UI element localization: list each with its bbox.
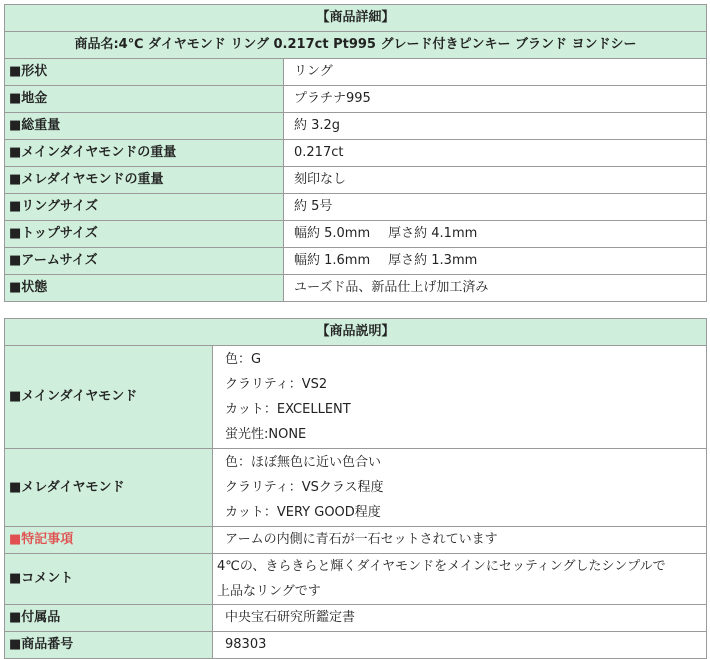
row-value-metal: プラチナ995: [284, 86, 707, 113]
main-diamond-cut: カット：EXCELLENT: [225, 402, 351, 417]
row-label-mele-diamond-weight: ■メレダイヤモンドの重量: [5, 167, 284, 194]
table-row: [5, 449, 707, 527]
top-thickness: 厚さ約 4.1mm: [388, 226, 478, 241]
details-heading: 【商品詳細】: [5, 5, 707, 32]
row-label-total-weight: ■総重量: [5, 113, 284, 140]
table-row: [5, 140, 707, 167]
row-value-shape: リング: [284, 59, 707, 86]
row-value-arm-size: [284, 248, 707, 275]
table-row: [5, 59, 707, 86]
main-diamond-clarity: クラリティ：VS2: [225, 377, 328, 392]
row-label-arm-size: ■アームサイズ: [5, 248, 284, 275]
mele-diamond-color: 色：ほぼ無色に近い色合い: [225, 455, 382, 470]
main-diamond-color: 色：G: [225, 352, 262, 367]
row-label-metal: ■地金: [5, 86, 284, 113]
table-row: [5, 527, 707, 554]
special-notes-label: ■特記事項: [5, 527, 213, 554]
row-label-condition: ■状態: [5, 275, 284, 302]
row-label-top-size: ■トップサイズ: [5, 221, 284, 248]
table-row: [5, 632, 707, 659]
main-diamond-label: ■メインダイヤモンド: [5, 346, 213, 449]
special-notes-value: アームの内側に青石が一石セットされています: [213, 527, 707, 554]
description-heading: 【商品説明】: [5, 319, 707, 346]
row-value-condition: ユーズド品、新品仕上げ加工済み: [284, 275, 707, 302]
row-value-total-weight: 約 3.2g: [284, 113, 707, 140]
row-value-main-diamond-weight: 0.217ct: [284, 140, 707, 167]
mele-diamond-clarity: クラリティ：VSクラス程度: [225, 480, 384, 495]
comment-line-1: 4℃の、きらきらと輝くダイヤモンドをメインにセッティングしたシンプルで: [217, 559, 666, 574]
table-row: [5, 275, 707, 302]
comment-label: ■コメント: [5, 554, 213, 605]
mele-diamond-label: ■メレダイヤモンド: [5, 449, 213, 527]
product-details-table: [4, 4, 707, 302]
product-number-value: 98303: [213, 632, 707, 659]
top-width: 幅約 5.0mm: [294, 226, 371, 241]
table-row: [5, 167, 707, 194]
row-value-mele-diamond-weight: 刻印なし: [284, 167, 707, 194]
row-label-main-diamond-weight: ■メインダイヤモンドの重量: [5, 140, 284, 167]
main-diamond-fluorescence: 蛍光性:NONE: [225, 427, 307, 442]
table-row: [5, 346, 707, 449]
comment-value: [213, 554, 707, 605]
row-label-shape: ■形状: [5, 59, 284, 86]
row-value-ring-size: 約 5号: [284, 194, 707, 221]
arm-width: 幅約 1.6mm: [294, 253, 371, 268]
product-name: 商品名:4℃ ダイヤモンド リング 0.217ct Pt995 グレード付きピンキー ブランド ヨンドシー: [5, 32, 707, 59]
main-diamond-details: [213, 346, 707, 449]
table-row: [5, 605, 707, 632]
table-row: [5, 86, 707, 113]
table-row: [5, 113, 707, 140]
accessory-label: ■付属品: [5, 605, 213, 632]
arm-thickness: 厚さ約 1.3mm: [388, 253, 478, 268]
product-number-label: ■商品番号: [5, 632, 213, 659]
row-value-top-size: [284, 221, 707, 248]
mele-diamond-details: [213, 449, 707, 527]
table-row: [5, 248, 707, 275]
product-description-table: [4, 318, 707, 659]
mele-diamond-cut: カット：VERY GOOD程度: [225, 505, 381, 520]
table-row: [5, 221, 707, 248]
comment-line-2: 上品なリングです: [217, 584, 321, 599]
accessory-value: 中央宝石研究所鑑定書: [213, 605, 707, 632]
table-row: [5, 554, 707, 605]
row-label-ring-size: ■リングサイズ: [5, 194, 284, 221]
table-row: [5, 194, 707, 221]
